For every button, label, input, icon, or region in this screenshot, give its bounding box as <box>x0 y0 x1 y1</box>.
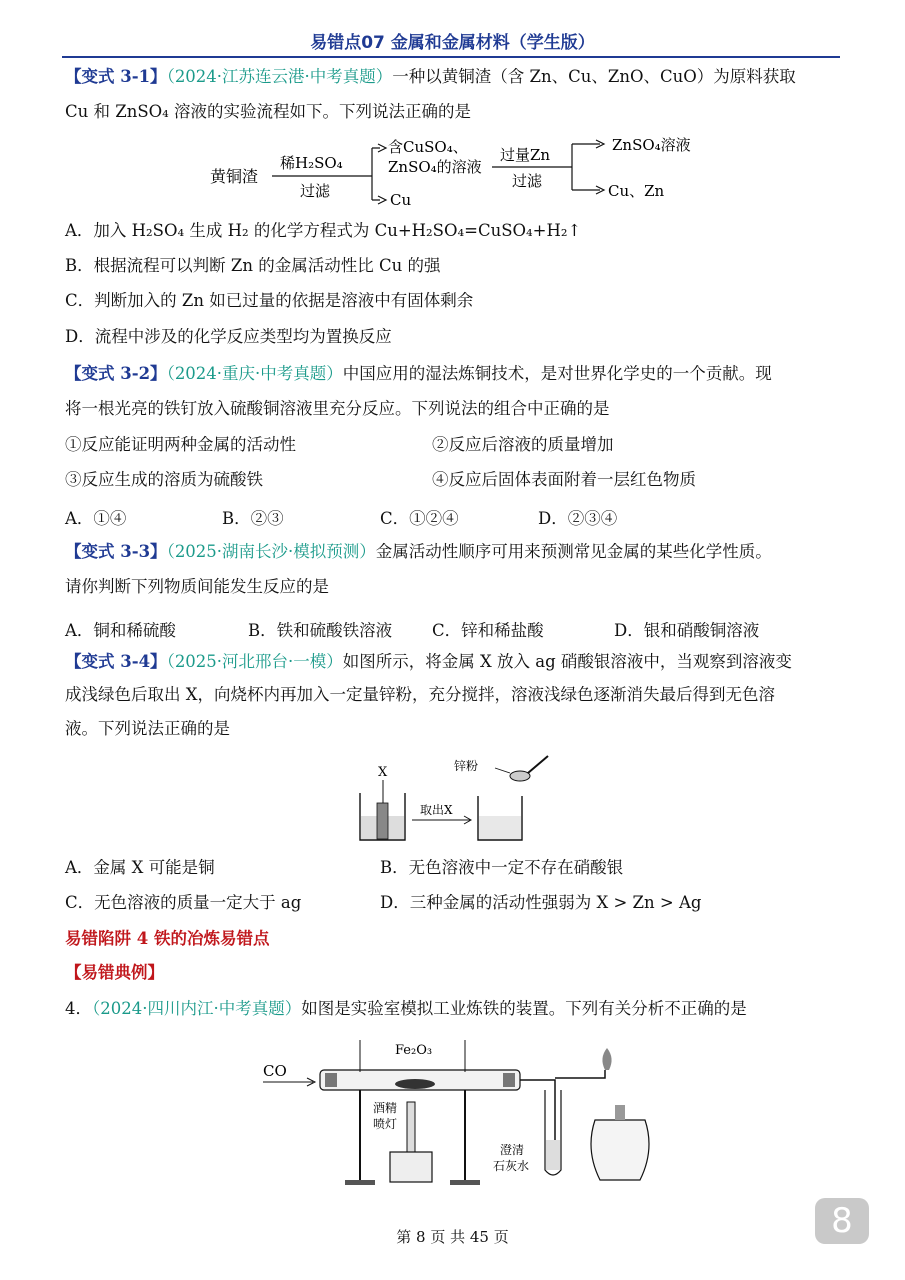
fig-x-label: X <box>378 765 388 780</box>
q32-stem1: 中国应用的湿法炼铜技术，是对世界化学史的一个贡献。现 <box>342 364 772 383</box>
q31-source: （2024·江苏连云港·中考真题） <box>166 67 393 86</box>
q32-statement-2: ②反应后溶液的质量增加 <box>432 435 614 454</box>
exhaust-tube <box>555 1070 605 1078</box>
q31-stem-line1 <box>65 66 796 88</box>
trap4-title: 易错陷阱 4 铁的冶炼易错点 <box>65 929 270 948</box>
stopper-left <box>325 1073 337 1087</box>
q33-option-c: C．锌和稀盐酸 <box>432 621 544 640</box>
q32-option-a: A．①④ <box>65 509 127 528</box>
q32-statement-3: ③反应生成的溶质为硫酸铁 <box>65 470 263 489</box>
q34-stem3: 液。下列说法正确的是 <box>65 719 230 738</box>
fig-lamp-label2: 喷灯 <box>373 1117 398 1131</box>
stand-base-left <box>345 1180 375 1185</box>
q4-number: 4． <box>65 999 92 1018</box>
flow-solid1: Cu <box>390 191 412 209</box>
blast-lamp-tube <box>407 1102 415 1152</box>
page-header: 易错点07 金属和金属材料（学生版） <box>310 33 595 53</box>
q34-option-d: D．三种金属的活动性强弱为 X > Zn > Ag <box>380 893 702 912</box>
q4-stem-line <box>65 998 747 1020</box>
fig-lamp-label1: 酒精 <box>373 1101 398 1115</box>
q32-option-c: C．①②④ <box>380 509 459 528</box>
q33-stem-line1 <box>65 541 772 563</box>
q31-option-d: D．流程中涉及的化学反应类型均为置换反应 <box>65 327 392 346</box>
limewater <box>546 1140 560 1170</box>
q31-option-a: A．加入 H₂SO₄ 生成 H₂ 的化学方程式为 Cu+H₂SO₄=CuSO₄+H₂↑ <box>65 221 582 240</box>
flow-liquid2: ZnSO₄溶液 <box>612 136 691 154</box>
fig-lime-label1: 澄清 <box>500 1143 525 1157</box>
flow-branch1 <box>372 148 380 200</box>
q33-tag: 【变式 3-3】 <box>65 542 167 561</box>
trap4-example-label: 【易错典例】 <box>65 963 164 982</box>
fig-fe2o3-label: Fe₂O₃ <box>395 1043 433 1058</box>
flow-reagent1: 稀H₂SO₄ <box>280 154 343 172</box>
q31-option-b: B．根据流程可以判断 Zn 的金属活动性比 Cu 的强 <box>65 256 441 275</box>
q32-statement-4: ④反应后固体表面附着一层红色物质 <box>432 470 696 489</box>
fe2o3-powder <box>395 1079 435 1089</box>
flow-arrowheads1 <box>378 144 386 204</box>
q34-option-a: A．金属 X 可能是铜 <box>65 858 215 877</box>
flow-op1: 过滤 <box>300 182 331 200</box>
flow-reagent2: 过量Zn <box>500 146 551 164</box>
q33-option-d: D．银和硝酸铜溶液 <box>614 621 760 640</box>
beaker-2-solution <box>479 816 521 839</box>
flow-liquid1a: 含CuSO₄、 <box>388 138 468 156</box>
q4-iron-smelting-apparatus <box>255 1030 675 1190</box>
q33-source: （2025·湖南长沙·模拟预测） <box>166 542 376 561</box>
q31-stem2: Cu 和 ZnSO₄ 溶液的实验流程如下。下列说法正确的是 <box>65 102 472 121</box>
q32-option-d: D．②③④ <box>538 509 618 528</box>
q34-option-c: C．无色溶液的质量一定大于 ag <box>65 893 302 912</box>
spoon-bowl <box>510 771 530 781</box>
fig-arrow-label: 取出X <box>420 803 453 817</box>
q34-figure <box>350 748 560 848</box>
flow-arrowheads2 <box>596 140 604 194</box>
delivery-tube <box>520 1080 555 1150</box>
page-footer: 第 8 页 共 45 页 <box>396 1228 509 1246</box>
stopper-right <box>503 1073 515 1087</box>
q4-source: （2024·四川内江·中考真题） <box>92 999 302 1018</box>
fig-powder-label: 锌粉 <box>454 759 479 773</box>
header-rule <box>62 56 840 58</box>
q33-option-b: B．铁和硫酸铁溶液 <box>248 621 393 640</box>
q34-stem1: 如图所示，将金属 X 放入 ag 硝酸银溶液中，当观察到溶液变 <box>342 652 792 671</box>
fig-powder-leader <box>495 768 510 773</box>
q34-tag: 【变式 3-4】 <box>65 652 167 671</box>
q32-stem-line1 <box>65 363 772 385</box>
q32-option-b: B．②③ <box>222 509 284 528</box>
page-number-badge: 8 <box>815 1198 869 1244</box>
q34-stem-line1 <box>65 651 792 673</box>
q32-source: （2024·重庆·中考真题） <box>166 364 343 383</box>
metal-x-strip <box>377 803 388 839</box>
q34-stem2: 成浅绿色后取出 X，向烧杯内再加入一定量锌粉，充分搅拌，溶液浅绿色逐渐消失最后得到无色溶 <box>65 685 775 704</box>
q33-stem1: 金属活动性顺序可用来预测常见金属的某些化学性质。 <box>375 542 772 561</box>
q33-option-a: A．铜和稀硫酸 <box>65 621 176 640</box>
q31-flowchart <box>200 130 720 210</box>
q31-tag: 【变式 3-1】 <box>65 67 167 86</box>
flow-start: 黄铜渣 <box>210 167 259 186</box>
flow-liquid1b: ZnSO₄的溶液 <box>388 158 482 176</box>
flow-op2: 过滤 <box>512 172 543 190</box>
q32-stem2: 将一根光亮的铁钉放入硫酸铜溶液里充分反应。下列说法的组合中正确的是 <box>65 399 610 418</box>
q34-source: （2025·河北邢台·一模） <box>166 652 343 671</box>
stand-base-right <box>450 1180 480 1185</box>
q4-stem: 如图是实验室模拟工业炼铁的装置。下列有关分析不正确的是 <box>301 999 747 1018</box>
blast-lamp-base <box>390 1152 432 1182</box>
q32-tag: 【变式 3-2】 <box>65 364 167 383</box>
flow-branch2 <box>572 144 600 190</box>
q34-option-b: B．无色溶液中一定不存在硝酸银 <box>380 858 624 877</box>
q33-stem2: 请你判断下列物质间能发生反应的是 <box>65 577 329 596</box>
q31-option-c: C．判断加入的 Zn 如已过量的依据是溶液中有固体剩余 <box>65 291 474 310</box>
exhaust-flame <box>602 1048 611 1070</box>
q32-statement-1: ①反应能证明两种金属的活动性 <box>65 435 296 454</box>
alcohol-lamp-wick <box>615 1105 625 1120</box>
alcohol-lamp <box>591 1120 649 1180</box>
flow-solid2: Cu、Zn <box>608 182 665 200</box>
fig-lime-label2: 石灰水 <box>493 1159 530 1173</box>
fig-co-label: CO <box>263 1062 287 1080</box>
q31-stem1: 一种以黄铜渣（含 Zn、Cu、ZnO、CuO）为原料获取 <box>392 67 796 86</box>
spoon-handle <box>528 756 548 773</box>
